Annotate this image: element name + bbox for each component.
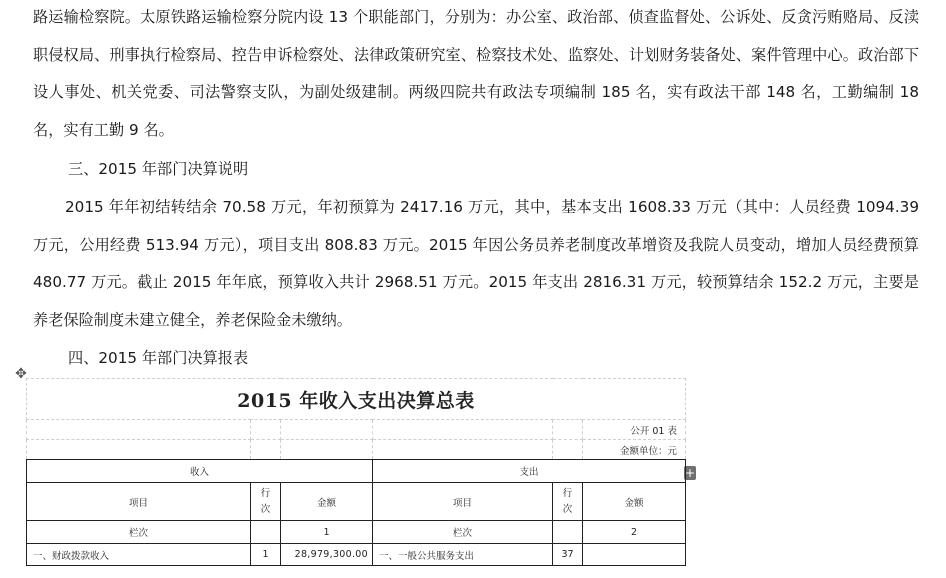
table-row <box>27 544 686 566</box>
income-line-header: 行 次 <box>251 483 281 521</box>
table-title: 2015 年收入支出决算总表 <box>27 379 686 420</box>
body-paragraph-budget: 2015 年年初结转结余 70.58 万元，年初预算为 2417.16 万元，其中，基本支出 1608.33 万元（其中：人员经费 1094.39 万元，公用经费 513.94 万元），项目支出 808.83 万元。2015 年因公务员养老制度改革增资及我院人员变动，增加人员经费预算 480.77 万元。截止 2015 年年底，预算收入共计 2968.51 万元。2015 年支出 2816.31 万元，较预算结余 152.2 万元，主要是养老保险制度未建立健全，养老保险金未缴纳。 <box>33 198 919 329</box>
expense-column-label: 栏次 <box>373 521 553 544</box>
income-column-number: 1 <box>281 521 373 544</box>
income-line-cell: 1 <box>251 544 281 566</box>
section-heading-3: 三、2015 年部门决算说明 <box>68 160 249 178</box>
income-header: 收入 <box>27 460 373 483</box>
income-amount-header: 金额 <box>281 483 373 521</box>
add-column-icon[interactable]: + <box>684 466 696 480</box>
income-expense-table <box>26 378 686 566</box>
income-amount-cell: 28,979,300.00 <box>281 544 373 566</box>
body-paragraph-staffing: 路运输检察院。太原铁路运输检察分院内设 13 个职能部门，分别为：办公室、政治部、侦查监督处、公诉处、反贪污贿赂局、反渎职侵权局、刑事执行检察局、控告申诉检察处、法律政策研究室、检察技术处、监察处、计划财务装备处、案件管理中心。政治部下设人事处、机关党委、司法警察支队，为副处级建制。两级四院共有政法专项编制 185 名，实有政法干部 148 名，工勤编制 18 名，实有工勤 9 名。 <box>33 8 919 139</box>
income-item-header: 项目 <box>27 483 251 521</box>
expense-amount-cell <box>583 544 686 566</box>
expense-item-cell: 一、一般公共服务支出 <box>373 544 553 566</box>
section-heading-4: 四、2015 年部门决算报表 <box>68 349 249 367</box>
move-icon[interactable]: ✥ <box>15 366 27 382</box>
expense-line-header: 行 次 <box>553 483 583 521</box>
expense-header: 支出 <box>373 460 686 483</box>
expense-amount-header: 金额 <box>583 483 686 521</box>
expense-item-header: 项目 <box>373 483 553 521</box>
amount-unit: 金额单位：元 <box>583 440 686 460</box>
income-item-cell: 一、财政拨款收入 <box>27 544 251 566</box>
form-code: 公开 01 表 <box>583 420 686 440</box>
expense-line-cell: 37 <box>553 544 583 566</box>
expense-column-number: 2 <box>583 521 686 544</box>
income-column-label: 栏次 <box>27 521 251 544</box>
